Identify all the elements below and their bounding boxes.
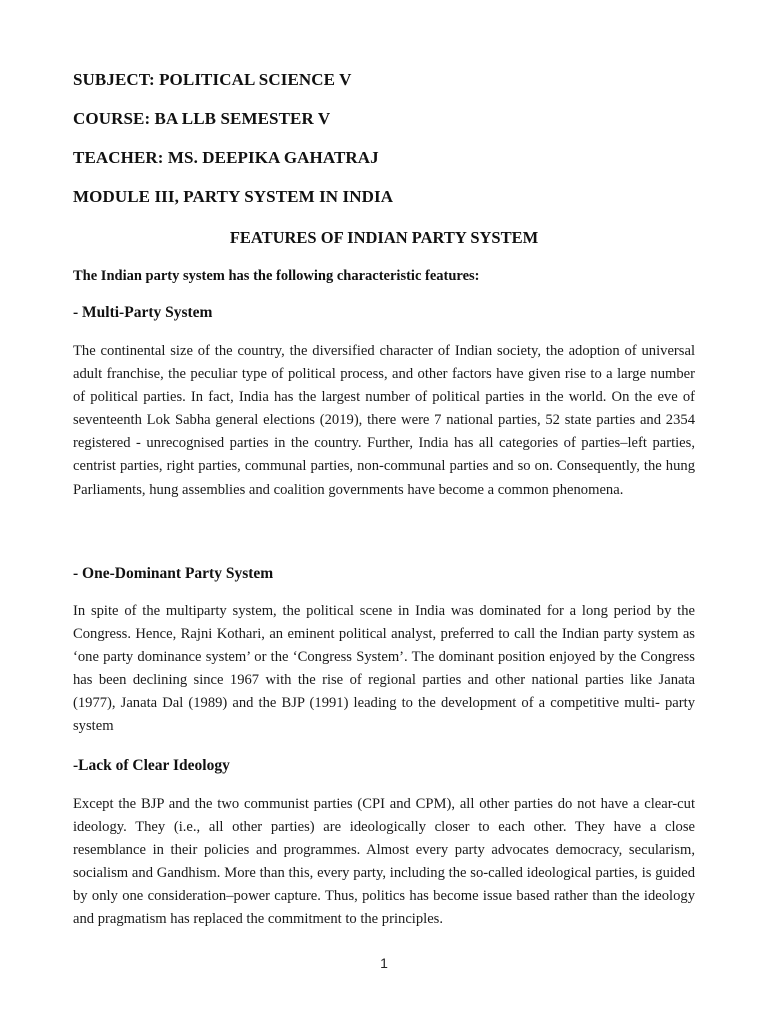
page-number: 1: [380, 955, 388, 971]
section-body-lack-of-ideology: Except the BJP and the two communist parties (CPI and CPM), all other parties do not have a clear-cut ideology. They (i.e., all other parties) are ideologically closer to each other. They have a close resemblance in their policies and programmes. Almost every party advocates democracy, secularism, socialism and Gandhism. More than this, every party, including the so-called ideological parties, is guided by only one consideration–power capture. Thus, politics has become issue based rather than the ideology and pragmatism has replaced the commitment to the principles.: [73, 796, 695, 928]
page-title: FEATURES OF INDIAN PARTY SYSTEM: [229, 228, 539, 247]
section-heading-one-dominant: - One-Dominant Party System: [73, 565, 274, 582]
section-heading-lack-of-ideology: -Lack of Clear Ideology: [73, 757, 230, 774]
module-line: MODULE III, PARTY SYSTEM IN INDIA: [73, 187, 394, 206]
section-body-multi-party: The continental size of the country, the diversified character of Indian society, the adoption of universal adult franchise, the peculiar type of political process, and other factors have given rise to a large number of political parties. In fact, India has the largest number of political parties in the world. On the eve of seventeenth Lok Sabha general elections (2019), there were 7 national parties, 52 state parties and 2354 registered - unrecognised parties in the country. Further, India has all categories of parties–left parties, centrist parties, right parties, communal parties, non-communal parties and so on. Consequently, the hung Parliaments, hung assemblies and coalition governments have become a common phenomena.: [73, 343, 695, 498]
section-body-one-dominant: In spite of the multiparty system, the political scene in India was dominated for a long period by the Congress. Hence, Rajni Kothari, an eminent political analyst, preferred to call the Indian party system as ‘one party dominance system’ or the ‘Congress System’. The dominant position enjoyed by the Congress has been declining since 1967 with the rise of regional parties and other national parties like Janata (1977), Janata Dal (1989) and the BJP (1991) leading to the development of a competitive multi- party system: [73, 603, 695, 735]
course-line: COURSE: BA LLB SEMESTER V: [73, 109, 331, 128]
teacher-line: TEACHER: MS. DEEPIKA GAHATRAJ: [73, 148, 379, 167]
subject-line: SUBJECT: POLITICAL SCIENCE V: [73, 70, 352, 89]
intro-text: The Indian party system has the following characteristic features:: [73, 268, 480, 284]
section-heading-multi-party: - Multi-Party System: [73, 304, 213, 321]
